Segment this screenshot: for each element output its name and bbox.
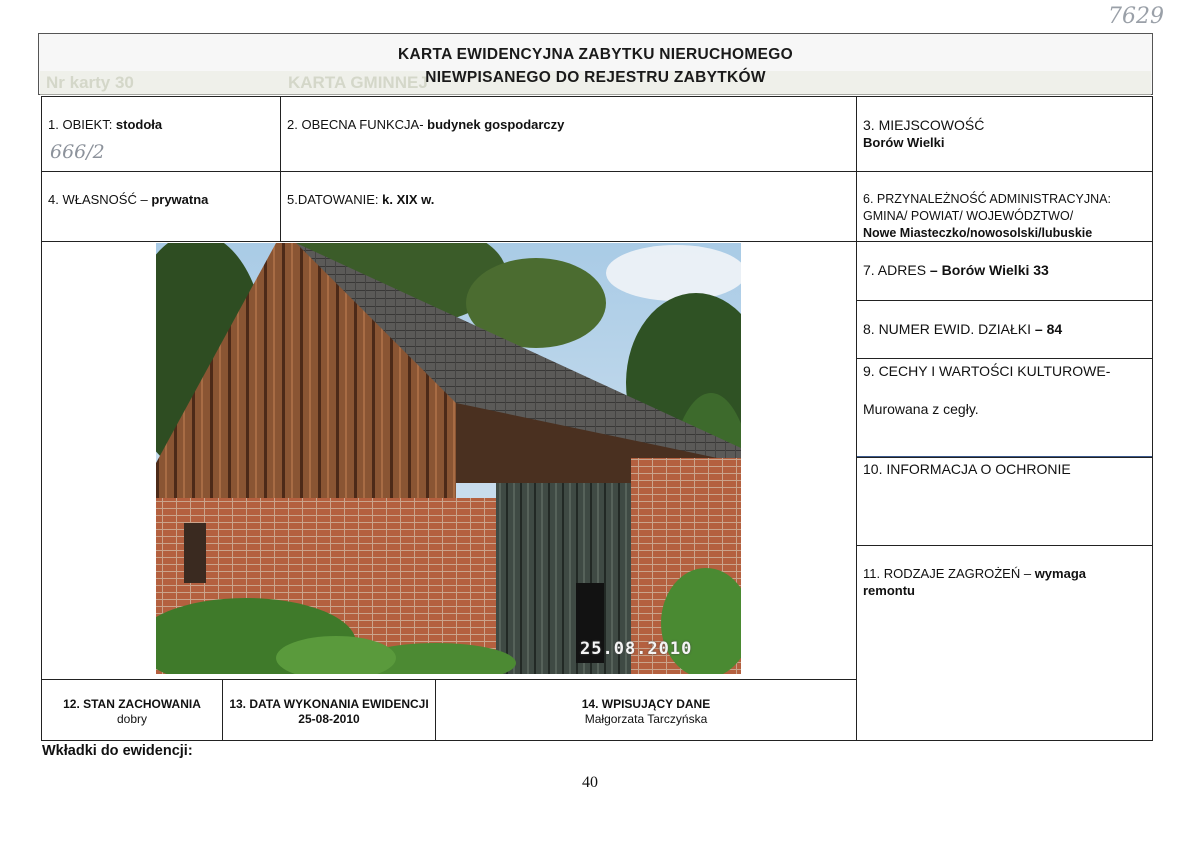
field-przynaleznosc <box>856 171 1153 242</box>
ghost-left-text: Nr karty 30 <box>46 73 134 92</box>
field-data-wykonania-label: 13. DATA WYKONANIA EWIDENCJI <box>229 697 429 711</box>
field-stan-zachowania-value: dobry <box>116 712 148 726</box>
field-numer-dzialki <box>856 300 1153 359</box>
field-stan-zachowania-label: 12. STAN ZACHOWANIA <box>63 697 201 711</box>
field-funkcja-label: 2. OBECNA FUNKCJA- <box>287 117 428 132</box>
field-adres-value: – Borów Wielki 33 <box>929 262 1049 278</box>
field-przynaleznosc-label-2: GMINA/ POWIAT/ WOJEWÓDZTWO/ <box>863 209 1074 223</box>
field-numer-dzialki-value: – 84 <box>1034 321 1063 337</box>
field-wlasnosc <box>41 171 281 242</box>
field-adres <box>856 241 1153 301</box>
field-cechy <box>856 358 1153 457</box>
field-funkcja <box>280 96 857 172</box>
field-adres-label: 7. ADRES <box>863 262 930 278</box>
field-cechy-label: 9. CECHY I WARTOŚCI KULTUROWE- <box>863 363 1111 379</box>
corner-handwritten-number: 7629 <box>1108 4 1164 29</box>
barn-photo <box>156 243 741 674</box>
document-title-line2: NIEWPISANEGO DO REJESTRU ZABYTKÓW <box>425 69 766 86</box>
field-stan-zachowania <box>41 679 223 741</box>
photo-date-stamp: 25.08.2010 <box>580 639 693 659</box>
field-cechy-value: Murowana z cegły. <box>863 401 979 417</box>
field-data-wykonania-value: 25-08-2010 <box>298 712 360 726</box>
ghost-right-text: KARTA GMINNEJ <box>288 73 428 92</box>
field-miejscowosc-label: 3. MIEJSCOWOŚĆ <box>863 117 985 133</box>
field-datowanie <box>280 171 857 242</box>
field-numer-dzialki-label: 8. NUMER EWID. DZIAŁKI <box>863 321 1035 337</box>
field-przynaleznosc-value: Nowe Miasteczko/nowosolski/lubuskie <box>863 226 1093 240</box>
field-ochrona-label: 10. INFORMACJA O OCHRONIE <box>863 461 1071 477</box>
field-miejscowosc-value: Borów Wielki <box>863 135 945 150</box>
field-zagrozenia <box>856 545 1153 741</box>
field-datowanie-value: k. XIX w. <box>382 192 435 207</box>
field-ochrona <box>856 457 1153 546</box>
field-datowanie-label: 5.DATOWANIE: <box>287 192 383 207</box>
document-title-line1: KARTA EWIDENCYJNA ZABYTKU NIERUCHOMEGO <box>398 46 793 63</box>
field-obiekt-label: 1. OBIEKT: <box>48 117 116 132</box>
field-wpisujacy-value: Małgorzata Tarczyńska <box>584 712 708 726</box>
field-wpisujacy-label: 14. WPISUJĄCY DANE <box>581 697 711 711</box>
field-obiekt-value: stodoła <box>115 117 163 132</box>
field-miejscowosc <box>856 96 1153 172</box>
field-data-wykonania <box>222 679 436 741</box>
field-wpisujacy <box>435 679 857 741</box>
field-zagrozenia-value-1: wymaga <box>1034 566 1086 581</box>
field-funkcja-value: budynek gospodarczy <box>427 117 565 132</box>
inserts-label: Wkładki do ewidencji: <box>42 743 193 759</box>
page-number: 40 <box>582 774 598 791</box>
field-obiekt <box>41 96 281 172</box>
field-zagrozenia-label: 11. RODZAJE ZAGROŻEŃ – <box>863 566 1035 581</box>
field-przynaleznosc-label-1: 6. PRZYNALEŻNOŚĆ ADMINISTRACYJNA: <box>863 192 1111 206</box>
handwritten-note: 666/2 <box>50 141 105 163</box>
field-wlasnosc-value: prywatna <box>151 192 209 207</box>
field-zagrozenia-value-2: remontu <box>863 583 915 598</box>
field-wlasnosc-label: 4. WŁASNOŚĆ – <box>48 192 152 207</box>
